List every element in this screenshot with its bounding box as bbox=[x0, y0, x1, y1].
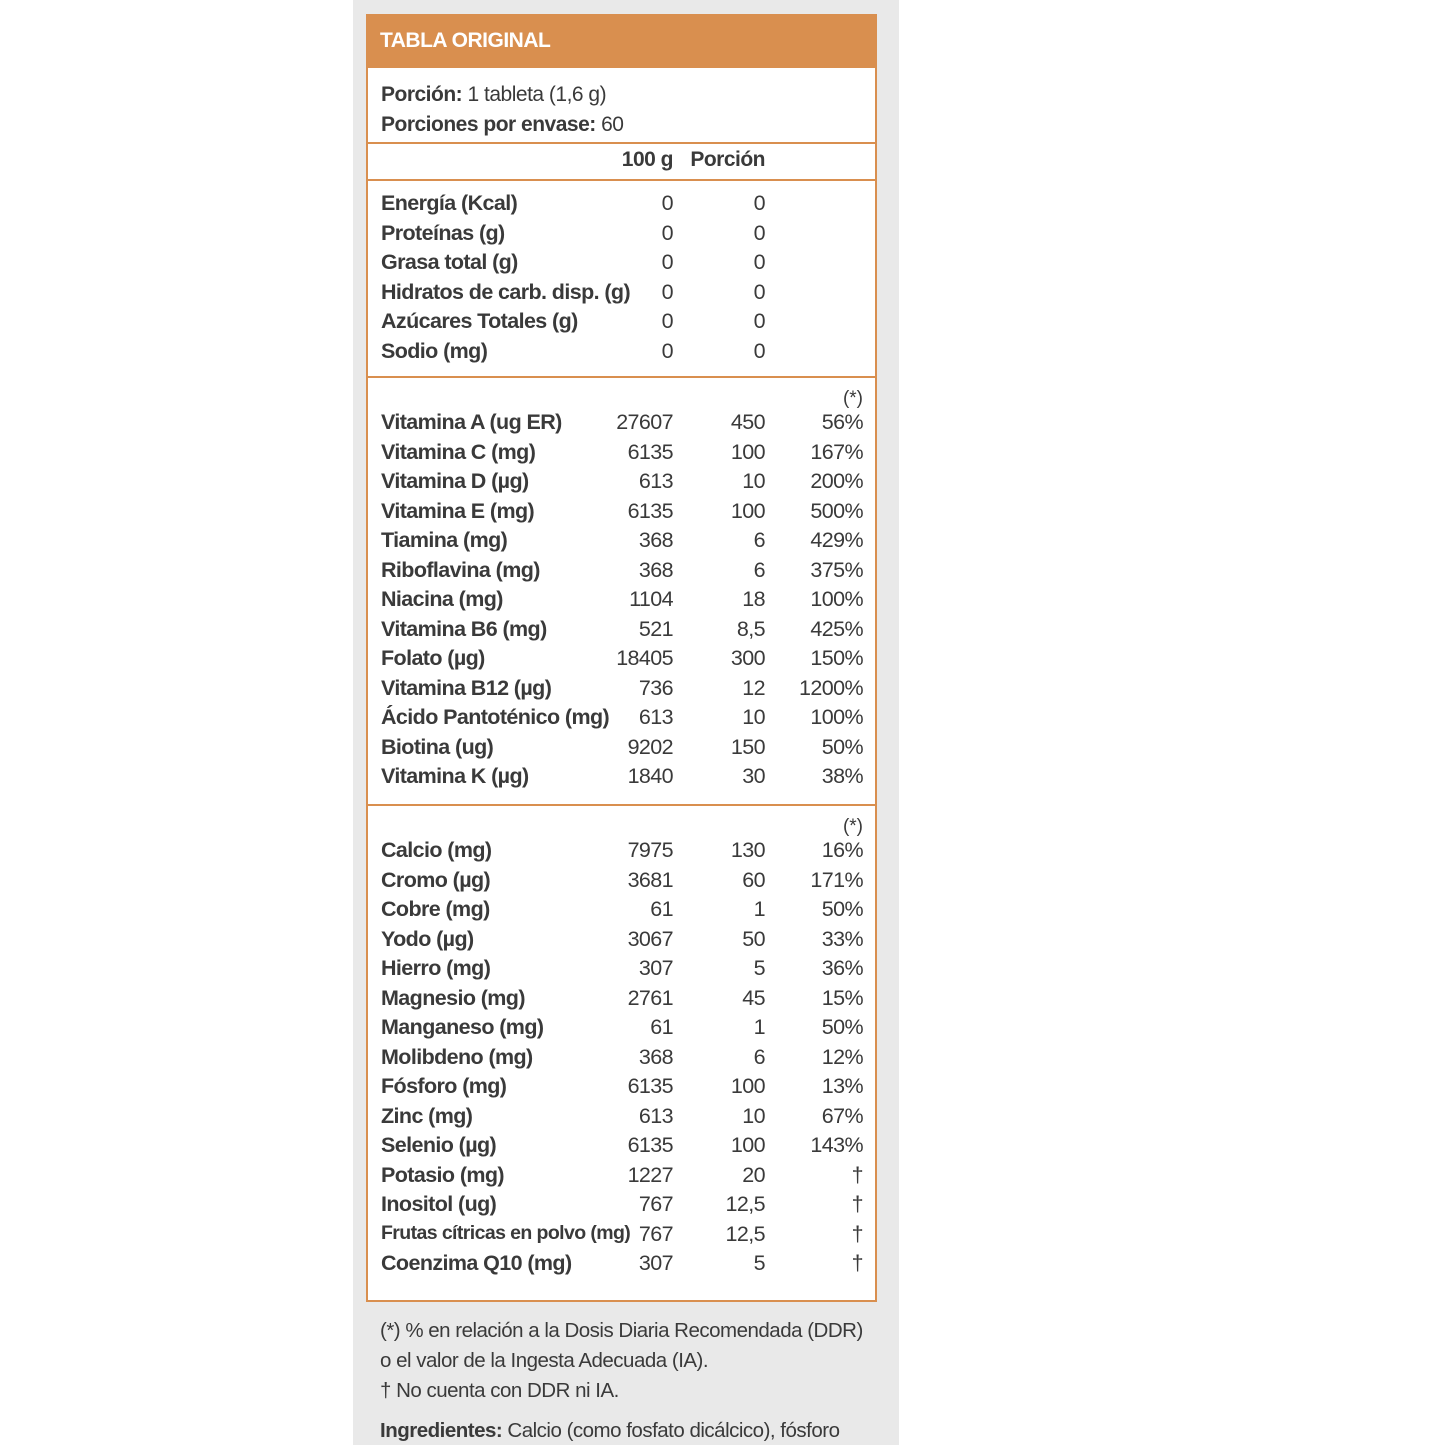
pct-column-header: (*) bbox=[842, 388, 863, 409]
nutrition-table bbox=[366, 68, 877, 1302]
value-per-portion: 150 bbox=[730, 734, 765, 759]
value-per-portion: 300 bbox=[730, 646, 765, 670]
nutrient-label: Niacina (mg) bbox=[381, 587, 503, 611]
nutrient-row bbox=[368, 897, 875, 927]
value-per-portion: 130 bbox=[730, 838, 765, 862]
nutrient-row bbox=[368, 280, 875, 310]
value-per-100g: 0 bbox=[661, 309, 673, 333]
portion-line bbox=[381, 80, 875, 110]
nutrient-row bbox=[368, 250, 875, 280]
value-percent-ddr: 150% bbox=[810, 646, 863, 670]
nutrient-row bbox=[368, 1222, 875, 1252]
value-percent-ddr: 36% bbox=[821, 956, 863, 980]
nutrient-label: Cobre (mg) bbox=[381, 897, 490, 921]
value-percent-ddr: 167% bbox=[810, 439, 863, 464]
value-per-portion: 10 bbox=[742, 705, 765, 729]
value-per-portion: 12,5 bbox=[725, 1192, 765, 1216]
value-percent-ddr: 50% bbox=[821, 897, 863, 921]
nutrient-label: Vitamina A (ug ER) bbox=[381, 410, 562, 434]
value-per-portion: 100 bbox=[730, 1074, 765, 1098]
value-per-100g: 368 bbox=[638, 557, 673, 582]
nutrient-label: Cromo (µg) bbox=[381, 867, 491, 892]
value-percent-ddr: 1200% bbox=[799, 675, 863, 700]
nutrition-table-panel bbox=[366, 14, 877, 1302]
value-per-100g: 0 bbox=[661, 338, 673, 363]
nutrient-label: Yodo (µg) bbox=[381, 926, 474, 951]
nutrient-label: Inositol (ug) bbox=[381, 1192, 497, 1216]
nutrient-row bbox=[368, 558, 875, 588]
nutrient-row bbox=[368, 868, 875, 898]
pct-column-header: (*) bbox=[842, 816, 863, 837]
nutrient-row bbox=[368, 1133, 875, 1163]
value-percent-ddr: 12% bbox=[821, 1044, 863, 1069]
value-per-100g: 368 bbox=[638, 1044, 673, 1069]
value-percent-ddr: 38% bbox=[821, 764, 863, 788]
value-per-portion: 10 bbox=[742, 1103, 765, 1128]
value-per-portion: 20 bbox=[742, 1162, 765, 1187]
nutrient-row bbox=[368, 1163, 875, 1193]
value-per-portion: 50 bbox=[742, 926, 765, 951]
value-per-100g: 767 bbox=[638, 1221, 673, 1246]
nutrient-row bbox=[368, 1074, 875, 1104]
ingredients-label: Ingredientes: bbox=[380, 1419, 503, 1442]
value-per-portion: 100 bbox=[730, 498, 765, 523]
value-per-portion: 12 bbox=[742, 675, 765, 700]
nutrient-row bbox=[368, 469, 875, 499]
value-per-100g: 6135 bbox=[627, 1074, 673, 1098]
nutrient-row bbox=[368, 838, 875, 868]
value-per-100g: 0 bbox=[661, 279, 673, 304]
nutrient-label: Sodio (mg) bbox=[381, 338, 488, 363]
nutrient-row bbox=[368, 587, 875, 617]
value-per-100g: 613 bbox=[638, 469, 673, 493]
value-per-100g: 767 bbox=[638, 1192, 673, 1216]
value-per-100g: 3681 bbox=[627, 867, 673, 892]
value-percent-ddr: 100% bbox=[810, 705, 863, 729]
value-per-portion: 100 bbox=[730, 1133, 765, 1157]
value-per-100g: 307 bbox=[638, 1251, 673, 1275]
per-container-line bbox=[381, 110, 875, 140]
value-per-100g: 6135 bbox=[627, 1133, 673, 1157]
value-per-portion: 6 bbox=[753, 1044, 765, 1069]
value-per-100g: 613 bbox=[638, 705, 673, 729]
serving-info bbox=[368, 68, 875, 144]
nutrient-row bbox=[368, 764, 875, 794]
nutrient-label: Zinc (mg) bbox=[381, 1103, 473, 1128]
value-per-portion: 12,5 bbox=[725, 1221, 765, 1246]
value-per-100g: 307 bbox=[638, 956, 673, 980]
value-percent-ddr: 171% bbox=[810, 867, 863, 892]
value-per-100g: 1104 bbox=[629, 587, 673, 611]
value-percent-ddr: 375% bbox=[810, 557, 863, 582]
value-percent-ddr: 143% bbox=[810, 1133, 863, 1157]
value-percent-ddr: † bbox=[851, 1221, 863, 1246]
value-per-portion: 45 bbox=[742, 985, 765, 1010]
value-per-portion: 6 bbox=[753, 528, 765, 552]
value-per-100g: 9202 bbox=[627, 734, 673, 759]
value-per-portion: 5 bbox=[753, 1251, 765, 1275]
value-per-100g: 7975 bbox=[627, 838, 673, 862]
nutrient-label: Frutas cítricas en polvo (mg) bbox=[381, 1221, 631, 1244]
nutrient-label: Energía (Kcal) bbox=[381, 191, 518, 215]
value-per-100g: 27607 bbox=[616, 410, 673, 434]
nutrient-label: Vitamina K (µg) bbox=[381, 764, 529, 788]
value-per-100g: 0 bbox=[661, 220, 673, 245]
nutrient-row bbox=[368, 1045, 875, 1075]
nutrient-label: Vitamina C (mg) bbox=[381, 439, 536, 464]
nutrient-label: Azúcares Totales (g) bbox=[381, 309, 578, 333]
footnote-ddr: (*) % en relación a la Dosis Diaria Recomendada (DDR) bbox=[380, 1319, 863, 1342]
nutrient-label: Riboflavina (mg) bbox=[381, 557, 540, 582]
value-per-portion: 0 bbox=[753, 338, 765, 363]
value-per-100g: 6135 bbox=[627, 498, 673, 523]
column-header-100g: 100 g bbox=[621, 148, 673, 171]
value-percent-ddr: 33% bbox=[821, 926, 863, 951]
value-per-100g: 2761 bbox=[627, 985, 673, 1010]
value-percent-ddr: 15% bbox=[821, 985, 863, 1010]
value-per-100g: 1840 bbox=[627, 764, 673, 788]
nutrient-label: Manganeso (mg) bbox=[381, 1015, 544, 1039]
value-percent-ddr: 50% bbox=[821, 734, 863, 759]
value-percent-ddr: 16% bbox=[821, 838, 863, 862]
value-per-portion: 0 bbox=[753, 191, 765, 215]
nutrient-label: Vitamina E (mg) bbox=[381, 498, 535, 523]
value-per-100g: 613 bbox=[638, 1103, 673, 1128]
nutrient-row bbox=[368, 440, 875, 470]
value-per-portion: 0 bbox=[753, 279, 765, 304]
value-per-portion: 0 bbox=[753, 250, 765, 274]
nutrient-row bbox=[368, 221, 875, 251]
footnotes bbox=[380, 1316, 890, 1446]
nutrient-label: Potasio (mg) bbox=[381, 1162, 504, 1187]
value-per-100g: 61 bbox=[650, 1015, 673, 1039]
nutrient-row bbox=[368, 410, 875, 440]
value-per-portion: 10 bbox=[742, 469, 765, 493]
nutrient-label: Magnesio (mg) bbox=[381, 985, 525, 1010]
vitamins-section bbox=[368, 378, 875, 806]
value-per-portion: 1 bbox=[753, 897, 765, 921]
nutrient-label: Hierro (mg) bbox=[381, 956, 491, 980]
nutrient-label: Tiamina (mg) bbox=[381, 528, 508, 552]
value-per-portion: 0 bbox=[753, 220, 765, 245]
value-percent-ddr: 67% bbox=[821, 1103, 863, 1128]
nutrient-row bbox=[368, 956, 875, 986]
value-per-portion: 8,5 bbox=[736, 616, 765, 641]
value-per-100g: 18405 bbox=[616, 646, 673, 670]
ingredients-text: Calcio (como fosfato dicálcico), fósforo bbox=[507, 1419, 840, 1442]
value-per-100g: 368 bbox=[638, 528, 673, 552]
value-percent-ddr: 50% bbox=[821, 1015, 863, 1039]
table-title: TABLA ORIGINAL bbox=[366, 14, 877, 68]
nutrient-label: Biotina (ug) bbox=[381, 734, 494, 759]
value-percent-ddr: † bbox=[851, 1251, 863, 1275]
ingredients bbox=[380, 1416, 890, 1446]
value-per-portion: 100 bbox=[730, 439, 765, 464]
nutrient-row bbox=[368, 705, 875, 735]
value-per-portion: 60 bbox=[742, 867, 765, 892]
nutrient-label: Ácido Pantoténico (mg) bbox=[381, 705, 610, 729]
nutrient-row bbox=[368, 499, 875, 529]
nutrient-row bbox=[368, 309, 875, 339]
nutrient-row bbox=[368, 927, 875, 957]
nutrient-row bbox=[368, 339, 875, 369]
value-per-portion: 6 bbox=[753, 557, 765, 582]
footnote-ia: o el valor de la Ingesta Adecuada (IA). bbox=[380, 1349, 709, 1372]
nutrient-label: Vitamina D (µg) bbox=[381, 469, 529, 493]
nutrient-label: Calcio (mg) bbox=[381, 838, 492, 862]
nutrient-label: Fósforo (mg) bbox=[381, 1074, 507, 1098]
nutrient-row bbox=[368, 617, 875, 647]
value-per-portion: 0 bbox=[753, 309, 765, 333]
value-percent-ddr: 500% bbox=[810, 498, 863, 523]
column-headers bbox=[368, 144, 875, 181]
nutrient-row bbox=[368, 1015, 875, 1045]
value-per-100g: 521 bbox=[638, 616, 673, 641]
footnote-dagger: † No cuenta con DDR ni IA. bbox=[380, 1379, 619, 1402]
nutrient-label: Proteínas (g) bbox=[381, 220, 505, 245]
value-percent-ddr: 200% bbox=[810, 469, 863, 493]
minerals-section bbox=[368, 806, 875, 1300]
nutrient-row bbox=[368, 1251, 875, 1281]
value-percent-ddr: 56% bbox=[821, 410, 863, 434]
value-per-100g: 6135 bbox=[627, 439, 673, 464]
value-per-portion: 18 bbox=[742, 587, 765, 611]
value-per-portion: 1 bbox=[753, 1015, 765, 1039]
nutrient-row bbox=[368, 676, 875, 706]
nutrient-row bbox=[368, 986, 875, 1016]
nutrient-label: Vitamina B6 (mg) bbox=[381, 616, 547, 641]
value-per-100g: 1227 bbox=[627, 1162, 673, 1187]
value-percent-ddr: 425% bbox=[810, 616, 863, 641]
per-container-label: Porciones por envase: bbox=[381, 113, 596, 136]
nutrient-label: Grasa total (g) bbox=[381, 250, 518, 274]
nutrient-label: Folato (µg) bbox=[381, 646, 485, 670]
nutrient-label: Vitamina B12 (µg) bbox=[381, 675, 552, 700]
per-container-value: 60 bbox=[601, 113, 624, 136]
nutrient-row bbox=[368, 191, 875, 221]
value-percent-ddr: † bbox=[851, 1192, 863, 1216]
nutrient-row bbox=[368, 1192, 875, 1222]
value-per-100g: 3067 bbox=[627, 926, 673, 951]
portion-label: Porción: bbox=[381, 83, 463, 106]
nutrient-row bbox=[368, 735, 875, 765]
nutrient-row bbox=[368, 1104, 875, 1134]
value-per-portion: 450 bbox=[730, 410, 765, 434]
value-percent-ddr: 429% bbox=[810, 528, 863, 552]
nutrient-row bbox=[368, 646, 875, 676]
value-percent-ddr: † bbox=[851, 1162, 863, 1187]
value-per-100g: 0 bbox=[661, 250, 673, 274]
value-per-100g: 736 bbox=[638, 675, 673, 700]
value-per-portion: 5 bbox=[753, 956, 765, 980]
value-per-portion: 30 bbox=[742, 764, 765, 788]
value-per-100g: 61 bbox=[650, 897, 673, 921]
portion-value: 1 tableta (1,6 g) bbox=[467, 83, 607, 106]
column-header-portion: Porción bbox=[690, 148, 765, 171]
macronutrients-section bbox=[368, 181, 875, 378]
nutrient-label: Coenzima Q10 (mg) bbox=[381, 1251, 572, 1275]
nutrient-row bbox=[368, 528, 875, 558]
value-per-100g: 0 bbox=[661, 191, 673, 215]
value-percent-ddr: 13% bbox=[821, 1074, 863, 1098]
value-percent-ddr: 100% bbox=[810, 587, 863, 611]
nutrient-label: Molibdeno (mg) bbox=[381, 1044, 533, 1069]
nutrient-label: Hidratos de carb. disp. (g) bbox=[381, 279, 631, 304]
nutrient-label: Selenio (µg) bbox=[381, 1133, 497, 1157]
